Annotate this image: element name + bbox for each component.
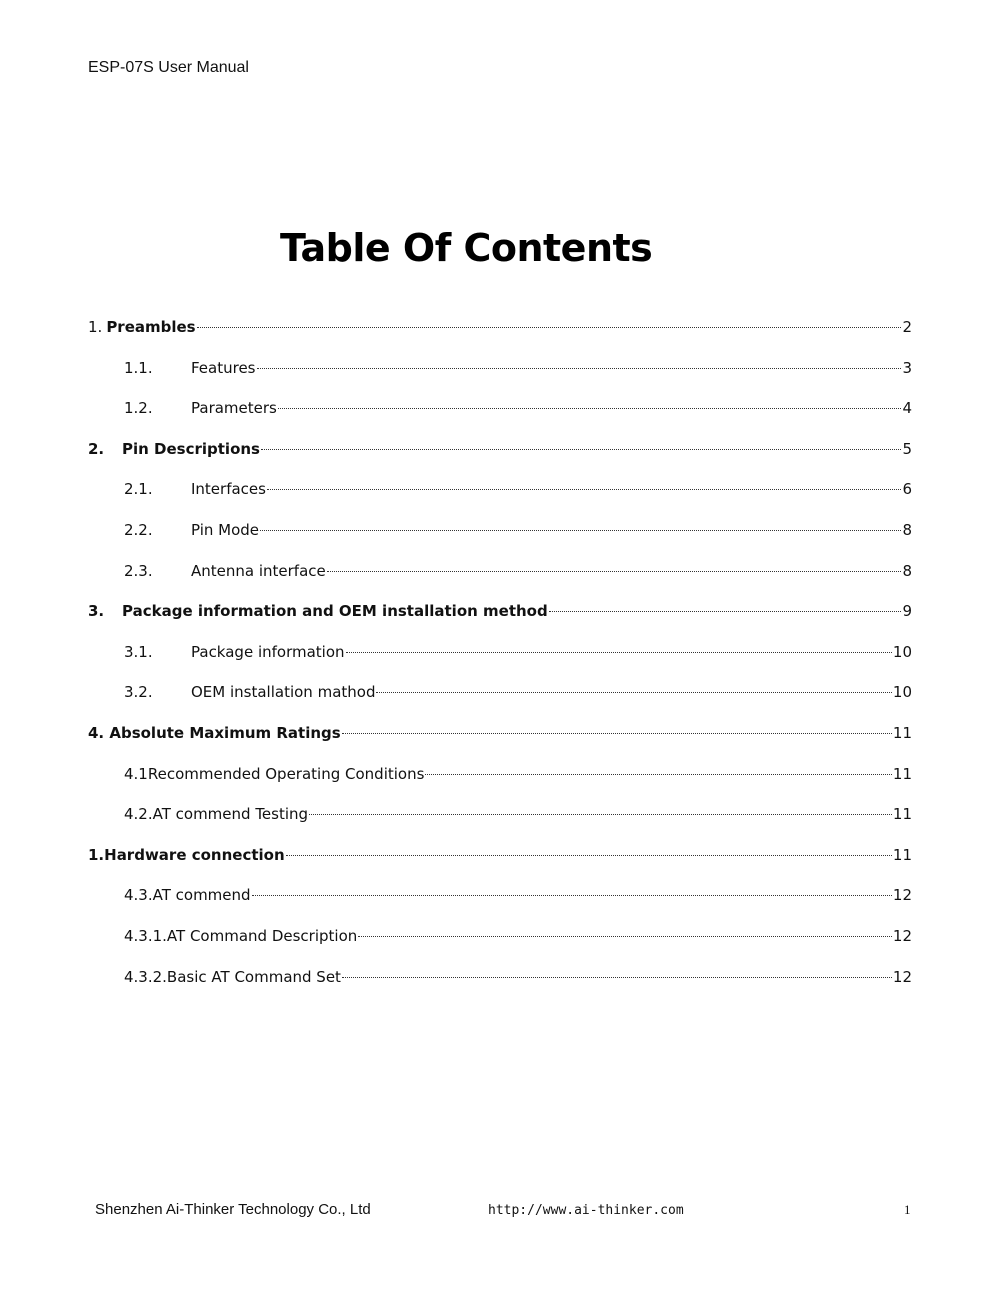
toc-dot-leader bbox=[278, 407, 902, 409]
footer-page-number: 1 bbox=[904, 1202, 911, 1217]
toc-entry-label: Parameters bbox=[191, 399, 277, 418]
toc-dot-leader bbox=[425, 773, 891, 775]
toc-entry-label: 4.3.2.Basic AT Command Set bbox=[124, 967, 341, 986]
toc-entry-page: 12 bbox=[892, 886, 912, 905]
toc-entry[interactable] bbox=[88, 560, 912, 582]
page-header bbox=[88, 59, 249, 77]
toc-entry-page: 3 bbox=[902, 358, 912, 377]
toc-entry-page: 12 bbox=[892, 927, 912, 945]
toc-entry[interactable] bbox=[88, 600, 912, 622]
toc-entry-number: 1.2. bbox=[124, 399, 153, 418]
toc-entry-number: 1. bbox=[88, 318, 103, 336]
toc-dot-leader bbox=[549, 610, 902, 612]
toc-entry-page: 10 bbox=[892, 683, 912, 702]
toc-dot-leader bbox=[327, 570, 902, 572]
toc-dot-leader bbox=[257, 367, 902, 369]
toc-entry-number: 3.1. bbox=[124, 642, 153, 661]
toc-entry-page: 11 bbox=[892, 724, 912, 742]
toc-entry-page: 11 bbox=[892, 805, 912, 824]
toc-entry-label: 1.Hardware connection bbox=[88, 845, 285, 864]
toc-dot-leader bbox=[260, 529, 901, 531]
toc-entry-page: 5 bbox=[902, 439, 912, 458]
toc-entry[interactable] bbox=[88, 722, 912, 744]
footer-url[interactable]: http://www.ai-thinker.com bbox=[488, 1203, 684, 1218]
toc-entry-page: 8 bbox=[902, 561, 912, 580]
toc-entry-label: Pin Descriptions bbox=[122, 439, 260, 458]
header-doc-title: ESP-07S User Manual bbox=[88, 59, 249, 76]
toc-dot-leader bbox=[376, 691, 891, 693]
toc-dot-leader bbox=[252, 894, 892, 896]
toc-entry-label: Pin Mode bbox=[191, 521, 260, 539]
toc-entry[interactable] bbox=[88, 763, 912, 785]
toc-entry[interactable] bbox=[88, 438, 912, 460]
toc-entry[interactable] bbox=[88, 803, 912, 825]
toc-entry[interactable] bbox=[88, 884, 912, 906]
toc-entry-page: 8 bbox=[902, 521, 912, 539]
toc-dot-leader bbox=[261, 448, 901, 450]
toc-dot-leader bbox=[342, 732, 892, 734]
toc-entry-number: 2.1. bbox=[124, 480, 153, 499]
toc-entry-page: 2 bbox=[902, 318, 912, 336]
toc-entry-label: 4.2.AT commend Testing bbox=[124, 805, 309, 824]
toc-dot-leader bbox=[197, 326, 902, 328]
toc-entry[interactable] bbox=[88, 966, 912, 988]
toc-dot-leader bbox=[286, 854, 892, 856]
toc-dot-leader bbox=[309, 813, 892, 815]
toc-entry[interactable] bbox=[88, 519, 912, 541]
toc-entry-label: Interfaces bbox=[191, 480, 266, 499]
toc-entry-page: 11 bbox=[892, 764, 912, 783]
toc-entry-number: 2. bbox=[88, 439, 105, 458]
toc-entry-page: 4 bbox=[902, 399, 912, 418]
toc-entry-page: 11 bbox=[892, 845, 912, 864]
toc-entry[interactable] bbox=[88, 681, 912, 703]
toc-dot-leader bbox=[342, 976, 892, 978]
toc-dot-leader bbox=[358, 935, 892, 937]
toc-entry-label: 4. Absolute Maximum Ratings bbox=[88, 724, 341, 742]
toc-entry-number: 3. bbox=[88, 602, 105, 621]
toc-entry-page: 6 bbox=[902, 480, 912, 499]
toc-entry-label: Package information and OEM installation method bbox=[122, 602, 548, 621]
toc-entry-number: 2.3. bbox=[124, 561, 153, 580]
toc-entry-label: Features bbox=[191, 358, 256, 377]
toc-entry-number: 2.2. bbox=[124, 521, 153, 539]
toc-dot-leader bbox=[267, 488, 901, 490]
page-title: Table Of Contents bbox=[280, 226, 653, 270]
toc-entry-page: 9 bbox=[902, 602, 912, 621]
toc-entry-label: Preambles bbox=[106, 318, 196, 336]
toc-entry-number: 1.1. bbox=[124, 358, 153, 377]
toc-entry[interactable] bbox=[88, 925, 912, 947]
toc-entry-label: Antenna interface bbox=[191, 561, 326, 580]
toc-entry-page: 12 bbox=[892, 967, 912, 986]
toc-entry[interactable] bbox=[88, 357, 912, 379]
toc-entry[interactable] bbox=[88, 478, 912, 500]
toc-entry[interactable] bbox=[88, 641, 912, 663]
toc-entry-number: 3.2. bbox=[124, 683, 153, 702]
toc-entry-label: OEM installation mathod bbox=[191, 683, 376, 702]
toc-entry[interactable] bbox=[88, 397, 912, 419]
toc-entry-label: 4.3.1.AT Command Description bbox=[124, 927, 358, 945]
footer-company: Shenzhen Ai-Thinker Technology Co., Ltd bbox=[95, 1201, 371, 1218]
toc-dot-leader bbox=[346, 651, 892, 653]
toc-entry[interactable] bbox=[88, 316, 912, 338]
toc-entry-label: 4.1Recommended Operating Conditions bbox=[124, 764, 425, 783]
toc-entry[interactable] bbox=[88, 844, 912, 866]
toc-entry-page: 10 bbox=[892, 642, 912, 661]
toc-entry-label: Package information bbox=[191, 642, 345, 661]
toc-entry-label: 4.3.AT commend bbox=[124, 886, 251, 905]
